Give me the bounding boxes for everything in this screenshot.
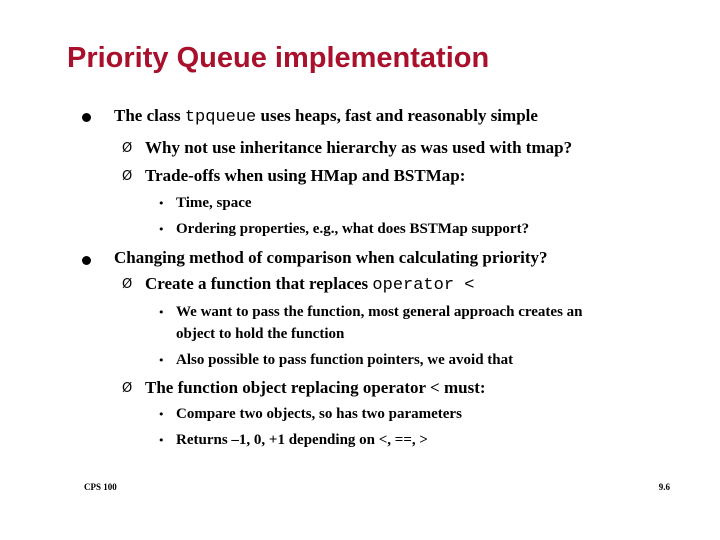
code-tpqueue: tpqueue <box>184 108 257 127</box>
bullet-inheritance-question: Why not use inheritance hierarchy as was used with tmap? <box>145 138 573 157</box>
bullet-pass-function-line2: object to hold the function <box>176 326 345 342</box>
small-dot-icon: • <box>158 223 165 236</box>
small-dot-icon: • <box>158 306 165 319</box>
bullet-function-object-must: The function object replacing operator < must: <box>145 378 486 397</box>
bullet-ordering-properties: Ordering properties, e.g., what does BSTMap support? <box>176 221 530 237</box>
bullet-trade-offs: Trade-offs when using HMap and BSTMap: <box>145 166 466 185</box>
bullet-tpqueue <box>114 106 538 127</box>
bullet-function-pointers: Also possible to pass function pointers, we avoid that <box>176 352 514 368</box>
bullet-text: The class <box>114 106 185 125</box>
slide-title: Priority Queue implementation <box>67 42 490 74</box>
bullet-compare-two-objects: Compare two objects, so has two parameters <box>176 406 462 422</box>
small-dot-icon: • <box>158 408 165 421</box>
bullet-create-function <box>145 274 474 295</box>
bullet-returns-values: Returns –1, 0, +1 depending on <, ==, > <box>176 432 428 448</box>
footer-course: CPS 100 <box>84 482 117 492</box>
bullet-pass-function-line1: We want to pass the function, most general approach creates an <box>176 304 583 320</box>
page-number: 9.6 <box>658 482 670 492</box>
bullet-dot-icon <box>82 256 91 265</box>
bullet-time-space: Time, space <box>176 195 252 211</box>
bullet-changing-comparison: Changing method of comparison when calculating priority? <box>114 248 548 267</box>
arrow-bullet-icon: Ø <box>122 169 133 184</box>
small-dot-icon: • <box>158 197 165 210</box>
bullet-text: uses heaps, fast and reasonably simple <box>256 106 538 125</box>
small-dot-icon: • <box>158 354 165 367</box>
small-dot-icon: • <box>158 434 165 447</box>
code-operator: operator < <box>372 276 475 295</box>
arrow-bullet-icon: Ø <box>122 141 133 156</box>
arrow-bullet-icon: Ø <box>122 381 133 396</box>
bullet-dot-icon <box>82 113 91 122</box>
bullet-text: Create a function that replaces <box>145 274 373 293</box>
arrow-bullet-icon: Ø <box>122 277 133 292</box>
